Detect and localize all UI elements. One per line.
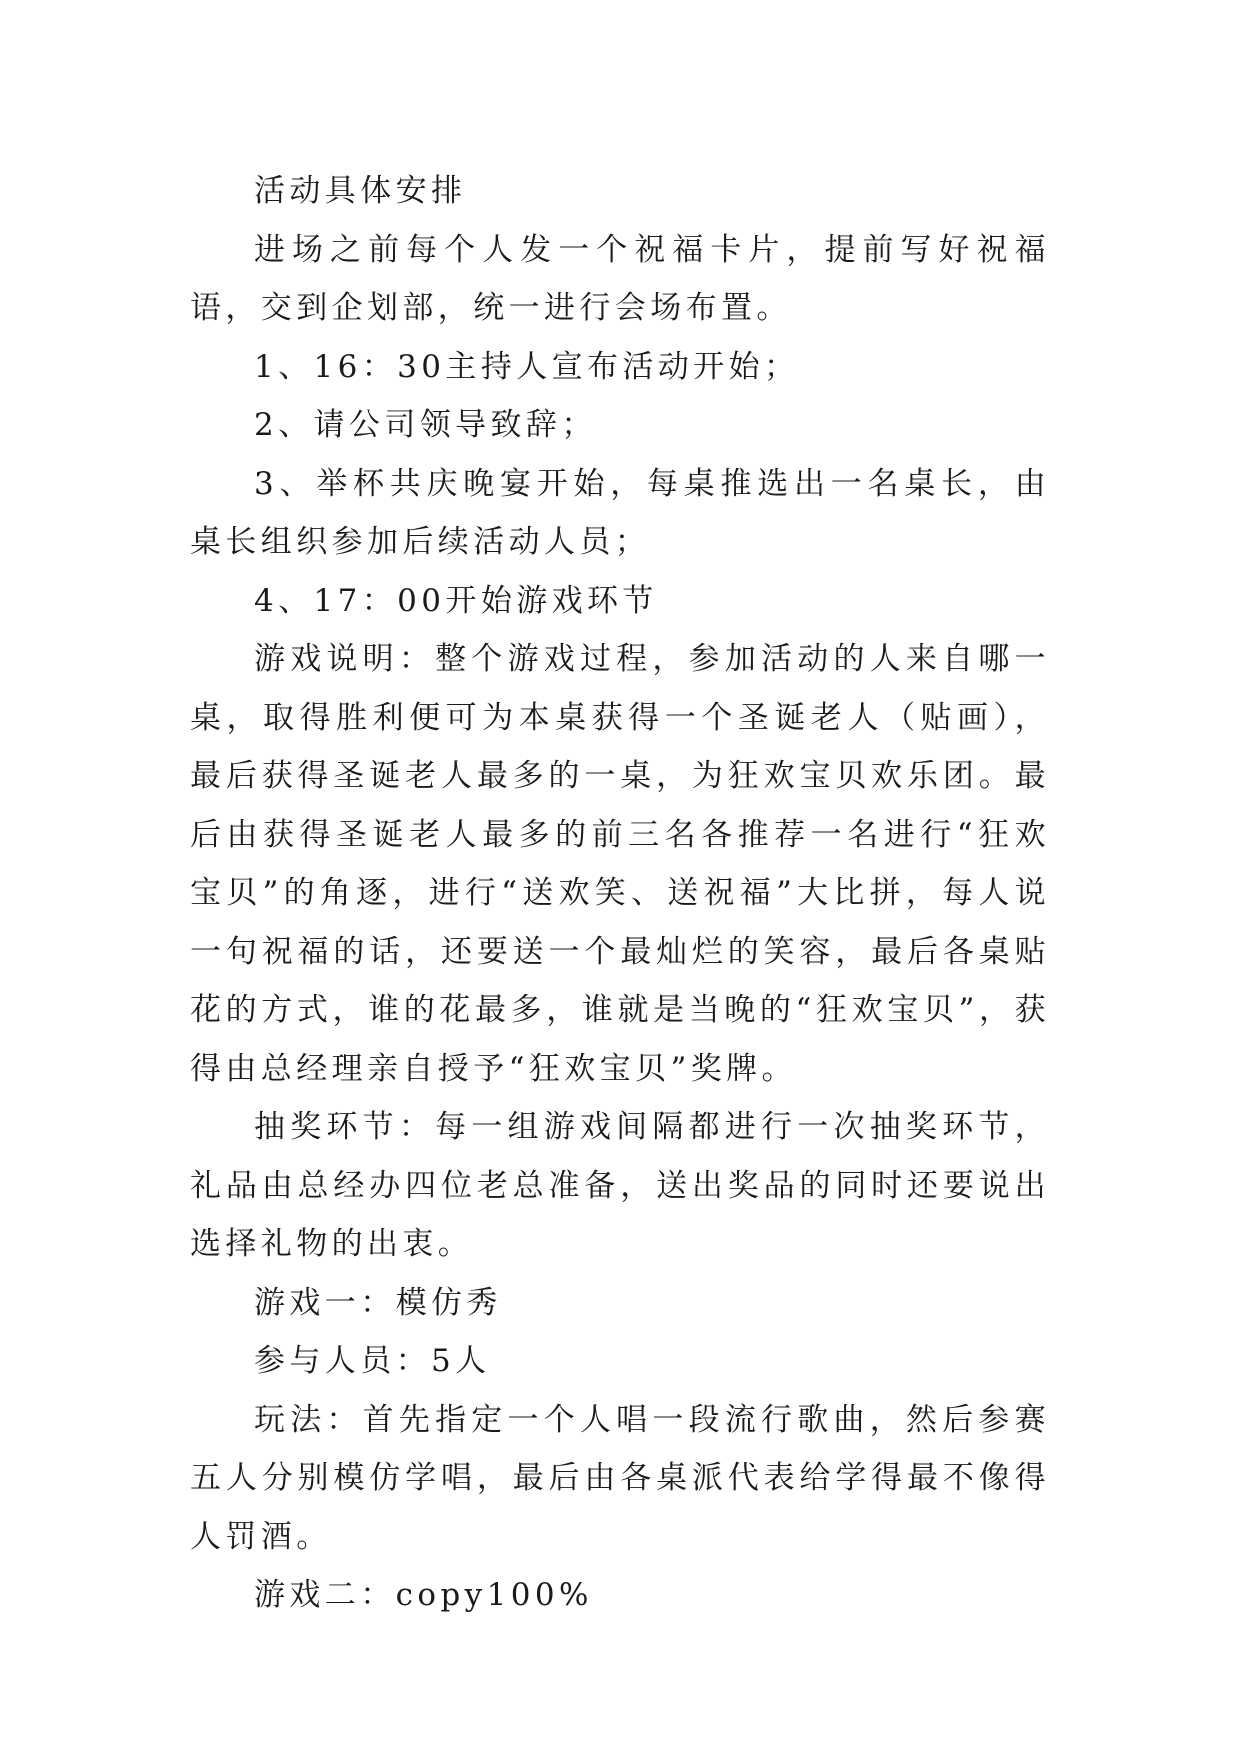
- paragraph-blessing-cards: 进场之前每个人发一个祝福卡片，提前写好祝福语，交到企划部，统一进行会场布置。: [190, 231, 1050, 326]
- game-one-title: 游戏一：模仿秀: [254, 1284, 502, 1321]
- schedule-item-1: 1、16：30主持人宣布活动开始；: [254, 348, 800, 385]
- paragraph-lottery: 抽奖环节：每一组游戏间隔都进行一次抽奖环节，礼品由总经办四位老总准备，送出奖品的同时还要说出选择礼物的出衷。: [190, 1109, 1050, 1262]
- game-one-participants: 参与人员：5人: [254, 1343, 491, 1379]
- document-page: [190, 162, 1050, 1625]
- schedule-item-4: 4、17：00开始游戏环节: [254, 582, 658, 619]
- schedule-item-3: 3、举杯共庆晚宴开始，每桌推选出一名桌长，由桌长组织参加后续活动人员；: [190, 465, 1050, 560]
- schedule-item-2: 2、请公司领导致辞；: [254, 407, 597, 443]
- section-heading-activity-schedule: 活动具体安排: [254, 173, 467, 209]
- game-two-title: 游戏二：copy100%: [254, 1577, 593, 1613]
- paragraph-game-rules: 游戏说明：整个游戏过程，参加活动的人来自哪一桌，取得胜利便可为本桌获得一个圣诞老人（贴画），最后获得圣诞老人最多的一桌，为狂欢宝贝欢乐团。最后由获得圣诞老人最多的前三名各推荐一名进行“狂欢宝贝”的角逐，进行“送欢笑、送祝福”大比拼，每人说一句祝福的话，还要送一个最灿烂的笑容，最后各桌贴花的方式，谁的花最多，谁就是当晚的“狂欢宝贝”，获得由总经理亲自授予“狂欢宝贝”奖牌。: [190, 641, 1050, 1087]
- game-one-rules: 玩法：首先指定一个人唱一段流行歌曲，然后参赛五人分别模仿学唱，最后由各桌派代表给学得最不像得人罚酒。: [190, 1401, 1050, 1555]
